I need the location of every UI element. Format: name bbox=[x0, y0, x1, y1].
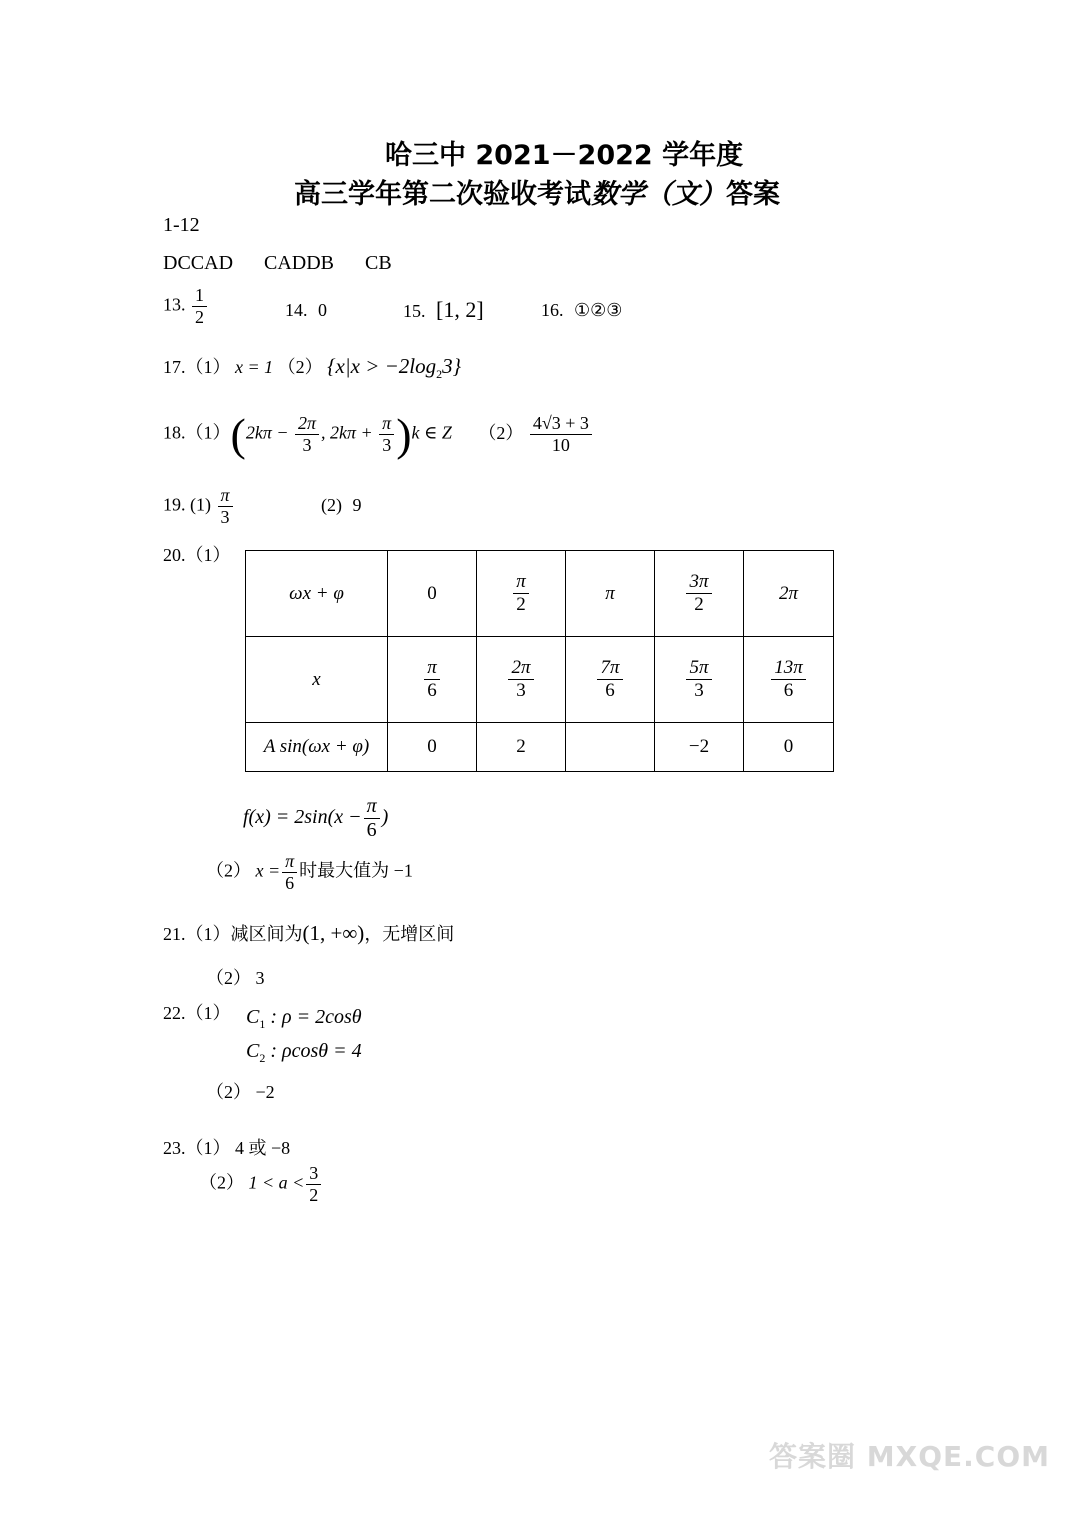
table-cell-r1c3: π bbox=[566, 551, 655, 637]
q17-answer2: $\{x|x > -2\log_23\}$ bbox=[327, 354, 462, 382]
q19 bbox=[163, 486, 362, 527]
title-line-1: 哈三中 2021－2022 学年度 bbox=[385, 140, 744, 171]
watermark-text: 答案圈 MXQE.COM bbox=[769, 1440, 1050, 1473]
title-answer: 答案 bbox=[726, 179, 780, 210]
q19-part2: (2) bbox=[321, 494, 343, 515]
q22-part2 bbox=[206, 1078, 275, 1104]
q1-12-label: 1-12 bbox=[163, 214, 200, 236]
title-subject: 数学（文） bbox=[591, 179, 726, 210]
q23-answer1: 4 或 −8 bbox=[235, 1138, 291, 1158]
table-cell-r2c1: $\frac{\pi}{6}$ bbox=[388, 637, 477, 723]
q20-number: 20. bbox=[163, 545, 186, 565]
q18-fraction-1: $\frac{2\pi}{3}$ bbox=[295, 414, 319, 455]
q17-label: 17. bbox=[163, 357, 186, 377]
answer-group-2: CADDB bbox=[264, 252, 335, 274]
q18-close-paren: ) bbox=[396, 409, 412, 460]
q22-part1: （1） bbox=[185, 1003, 231, 1023]
q18-fraction-2: $\frac{\pi}{3}$ bbox=[379, 414, 394, 455]
q17-part1: （1） bbox=[185, 357, 231, 377]
table-cell-r1c5: 2π bbox=[744, 551, 834, 637]
table-cell-r3c1: 0 bbox=[388, 723, 477, 772]
table-cell-r1c2: $\frac{\pi}{2}$ bbox=[477, 551, 566, 637]
q21-part2 bbox=[206, 964, 265, 990]
q22-label bbox=[163, 999, 231, 1025]
q21-label: 21. bbox=[163, 924, 186, 944]
q13-label: 13. bbox=[163, 294, 186, 315]
q21-text-c: ，无增区间 bbox=[364, 924, 455, 944]
q19-part1: (1) bbox=[190, 494, 211, 515]
q14 bbox=[285, 300, 327, 321]
q18-open-paren: ( bbox=[230, 409, 246, 460]
q23-label: 23. bbox=[163, 1138, 186, 1158]
q15-label: 15. bbox=[403, 301, 426, 321]
q23-part2 bbox=[199, 1164, 323, 1205]
q21-part2-label: （2） bbox=[206, 968, 251, 988]
q20-formula-fraction: $\frac{\pi}{6}$ bbox=[364, 796, 380, 841]
q21-text-a: 减区间为 bbox=[230, 924, 303, 944]
q23-part1: （1） bbox=[185, 1138, 231, 1158]
table-cell-r3c2: 2 bbox=[477, 723, 566, 772]
table-cell-r1c1: 0 bbox=[388, 551, 477, 637]
q1-12-answers bbox=[163, 252, 392, 275]
table-cell-r3c3 bbox=[566, 723, 655, 772]
q20-part2-label: （2） bbox=[206, 860, 251, 881]
q23 bbox=[163, 1134, 290, 1160]
table-cell-r2c2: $\frac{2\pi}{3}$ bbox=[477, 637, 566, 723]
q17-answer1: x = 1 bbox=[235, 357, 274, 377]
q22-curve-1: $C_1$ : ρ = 2cosθ bbox=[246, 1006, 362, 1031]
q15-value: [1, 2] bbox=[436, 297, 484, 322]
q13 bbox=[163, 286, 209, 327]
q22-curve-2: $C_2$ : ρcosθ = 4 bbox=[246, 1040, 362, 1065]
title-line-2 bbox=[294, 172, 780, 211]
table-cell-r3c5: 0 bbox=[744, 723, 834, 772]
table-cell-r3c4: −2 bbox=[655, 723, 744, 772]
q14-label: 14. bbox=[285, 300, 308, 320]
q23-fraction: $\frac{3}{2}$ bbox=[306, 1164, 321, 1205]
q21-interval: (1, +∞) bbox=[302, 921, 365, 945]
q23-part2-label: （2） bbox=[199, 1172, 244, 1193]
q15 bbox=[403, 297, 484, 323]
title-exam: 高三学年第二次验收考试 bbox=[294, 179, 591, 210]
table-head-phase: ωx + φ bbox=[246, 551, 388, 637]
q20-formula bbox=[243, 796, 388, 841]
q18-condition: k ∈ Z bbox=[411, 422, 452, 443]
watermark-logo bbox=[769, 1435, 1050, 1475]
q23-answer2: 1 < a < bbox=[248, 1172, 305, 1193]
q21-part1: （1） bbox=[185, 924, 231, 944]
q20-formula-close: ) bbox=[381, 806, 389, 829]
q17 bbox=[163, 353, 461, 382]
q21 bbox=[163, 920, 454, 946]
q20-label bbox=[163, 541, 231, 567]
q16 bbox=[541, 300, 622, 321]
q20-part2 bbox=[206, 852, 413, 893]
q18-label: 18. bbox=[163, 422, 186, 443]
table-head-x: x bbox=[246, 637, 388, 723]
q18-fraction-3: $\frac{4√3 + 3}{10}$ bbox=[530, 414, 592, 455]
q16-label: 16. bbox=[541, 300, 564, 320]
table-head-value: A sin(ωx + φ) bbox=[246, 723, 388, 772]
q20-part2-fraction: $\frac{\pi}{6}$ bbox=[282, 852, 297, 893]
q20-part1: （1） bbox=[185, 545, 231, 565]
table-cell-r1c4: $\frac{3\pi}{2}$ bbox=[655, 551, 744, 637]
q14-value: 0 bbox=[318, 300, 327, 320]
q20-formula-text: f(x) = 2sin(x − bbox=[243, 806, 362, 829]
answer-group-3: CB bbox=[365, 252, 392, 274]
q21-answer2: 3 bbox=[255, 968, 265, 988]
q20-value-table bbox=[245, 550, 834, 772]
q18-part1: （1） bbox=[185, 422, 231, 443]
answer-group-1: DCCAD bbox=[163, 252, 234, 274]
q20-part2-text: 时最大值为 −1 bbox=[299, 860, 413, 881]
table-cell-r2c5: $\frac{13\pi}{6}$ bbox=[744, 637, 834, 723]
q19-fraction: $\frac{\pi}{3}$ bbox=[218, 486, 233, 527]
q22-answer2: −2 bbox=[255, 1082, 275, 1102]
q22-part2-label: （2） bbox=[206, 1082, 251, 1102]
q13-fraction: $\frac{1}{2}$ bbox=[192, 286, 207, 327]
q17-part2: （2） bbox=[277, 357, 323, 377]
q18-seg1: 2kπ − bbox=[245, 422, 289, 443]
q20-part2-x: x = bbox=[255, 860, 281, 881]
q18-part2: （2） bbox=[478, 422, 524, 443]
q16-value: ①②③ bbox=[574, 300, 623, 320]
q22-number: 22. bbox=[163, 1003, 186, 1023]
table-cell-r2c4: $\frac{5\pi}{3}$ bbox=[655, 637, 744, 723]
table-cell-r2c3: $\frac{7\pi}{6}$ bbox=[566, 637, 655, 723]
q19-label: 19. bbox=[163, 494, 186, 515]
q18-seg2: , 2kπ + bbox=[321, 422, 373, 443]
q18 bbox=[163, 408, 594, 461]
q19-answer2: 9 bbox=[352, 494, 362, 515]
